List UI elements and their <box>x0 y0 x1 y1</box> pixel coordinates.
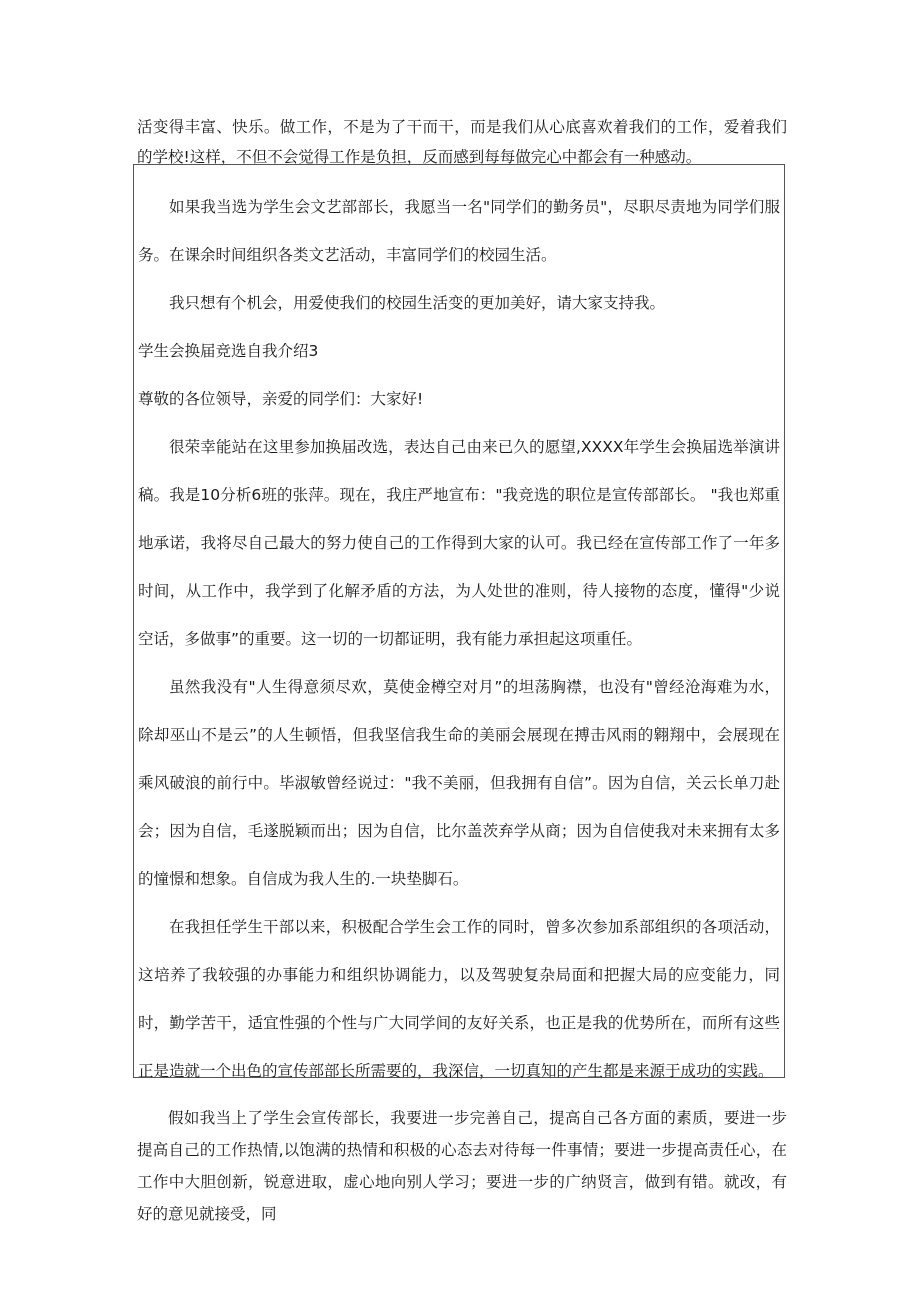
paragraph-experience: 在我担任学生干部以来，积极配合学生会工作的同时，曾多次参加系部组织的各项活动，这培养了我较强的办事能力和组织协调能力，以及驾驶复杂局面和把握大局的应变能力，同时，勤学苦干，适宜性强的个性与广大同学间的友好关系，也正是我的优势所在，而所有这些正是造就一个出色的宣传部部长所需要的，我深信，一切真知的产生都是来源于成功的实践。 <box>138 918 780 1080</box>
bordered-text-box <box>133 164 785 1078</box>
top-paragraph: 活变得丰富、快乐。做工作，不是为了干而干，而是我们从心底喜欢着我们的工作，爱着我们的学校!这样，不但不会觉得工作是负担，反而感到每每做完心中都会有一种感动。 <box>137 118 787 166</box>
section-heading: 学生会换届竞选自我介绍3 <box>138 342 319 360</box>
box-content <box>138 183 780 1095</box>
greeting-line: 尊敬的各位领导，亲爱的同学们：大家好! <box>138 390 424 408</box>
bottom-paragraph: 假如我当上了学生会宣传部长，我要进一步完善自己，提高自己各方面的素质，要进一步提高自己的工作热情,以饱满的热情和积极的心态去对待每一件事情；要进一步提高责任心，在工作中大胆创新，锐意进取，虚心地向别人学习；要进一步的广纳贤言，做到有错。就改，有好的意见就接受，同 <box>137 1109 787 1223</box>
paragraph-support: 我只想有个机会，用爱使我们的校园生活变的更加美好，请大家支持我。 <box>169 294 666 312</box>
paragraph-intro: 很荣幸能站在这里参加换届改选，表达自己由来已久的愿望,XXXX年学生会换届选举演讲稿。我是10分析6班的张萍。现在，我庄严地宣布："我竞选的职位是宣传部部长。 "我也郑重地承诺，我将尽自己最大的努力使自己的工作得到大家的认可。我已经在宣传部工作了一年多时间，从工作中，我学到了化解矛盾的方法，为人处世的准则，待人接物的态度，懂得"少说空话，多做事”的重要。这一切的一切都证明，我有能力承担起这项重任。 <box>138 438 780 648</box>
bottom-text-block <box>137 1102 787 1230</box>
top-text-block <box>137 112 787 172</box>
paragraph-wenyi: 如果我当选为学生会文艺部部长，我愿当一名"同学们的勤务员"，尽职尽责地为同学们服务。在课余时间组织各类文艺活动，丰富同学们的校园生活。 <box>138 198 780 264</box>
paragraph-confidence: 虽然我没有"人生得意须尽欢，莫使金樽空对月”的坦荡胸襟，也没有"曾经沧海难为水，除却巫山不是云”的人生顿悟，但我坚信我生命的美丽会展现在搏击风雨的翱翔中，会展现在乘风破浪的前行中。毕淑敏曾经说过："我不美丽，但我拥有自信”。因为自信，关云长单刀赴会；因为自信，毛遂脱颖而出；因为自信，比尔盖茨弃学从商；因为自信使我对未来拥有太多的憧憬和想象。自信成为我人生的.一块垫脚石。 <box>138 678 780 888</box>
